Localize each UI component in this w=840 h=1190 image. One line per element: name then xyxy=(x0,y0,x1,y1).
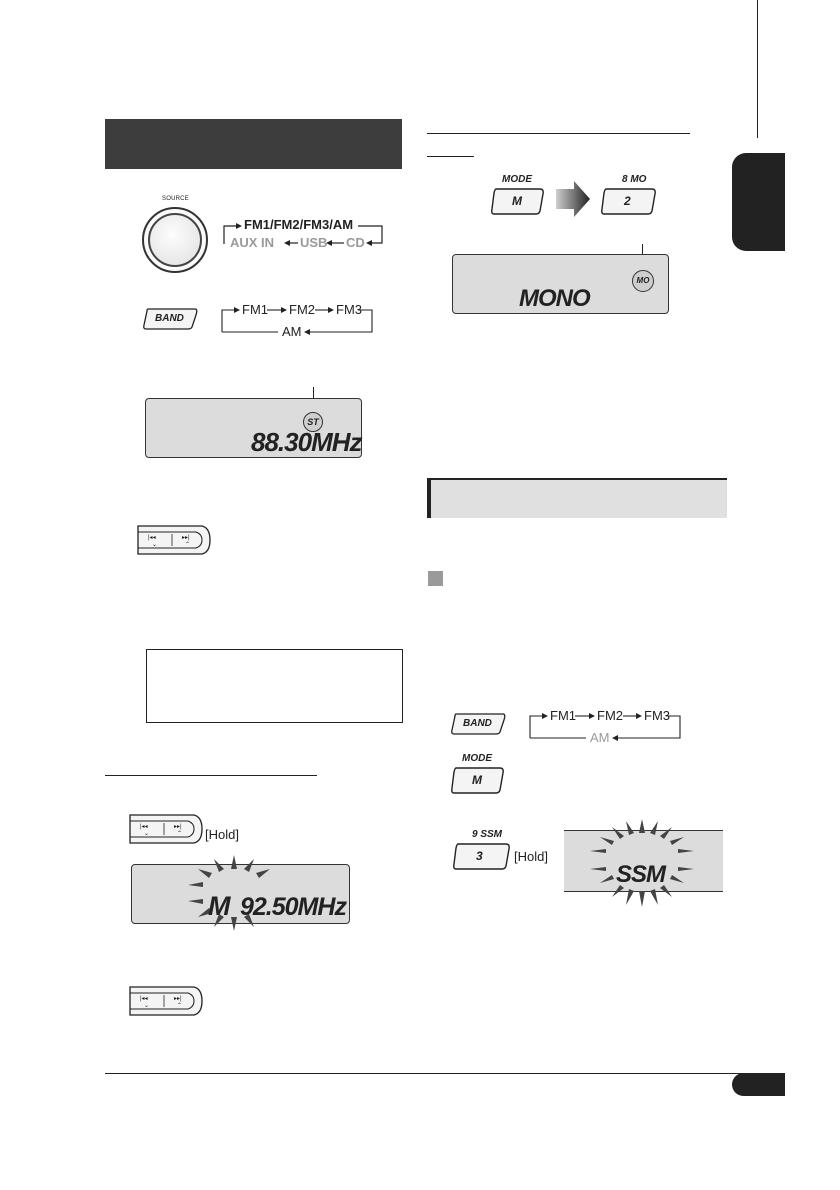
band-flow-diagram xyxy=(220,300,380,340)
band-button-2[interactable] xyxy=(451,712,506,736)
ssm-hold-label: [Hold] xyxy=(514,849,548,864)
mode-button-2[interactable] xyxy=(450,753,506,795)
seek-button[interactable] xyxy=(136,522,214,558)
source-flow-diagram xyxy=(220,214,390,254)
preset-2-caption: 8 MO xyxy=(622,174,647,185)
mode-key-2-label: M xyxy=(472,773,482,787)
mo-indicator: MO xyxy=(632,270,654,292)
footer-rule xyxy=(105,1073,785,1074)
arrow-right-icon xyxy=(556,181,592,217)
band-fm1: FM1 xyxy=(242,302,268,317)
mode-button[interactable] xyxy=(490,174,546,216)
right-subheading-rule-2 xyxy=(427,156,474,157)
band-fm2: FM2 xyxy=(289,302,315,317)
mono-readout: MONO xyxy=(519,285,590,312)
mode-caption-2: MODE xyxy=(462,753,492,764)
source-flow-row1: FM1/FM2/FM3/AM xyxy=(244,217,354,232)
svg-text:▸▸|: ▸▸| xyxy=(174,996,182,1002)
subheading-rule xyxy=(105,775,317,776)
seek-button-hold-shape xyxy=(128,811,206,847)
manual-tuning-display xyxy=(131,864,350,924)
mono-display xyxy=(452,254,669,314)
band2-fm1: FM1 xyxy=(550,708,576,723)
svg-text:⌃: ⌃ xyxy=(185,542,191,548)
band-button-label: BAND xyxy=(155,313,184,324)
seek-button-hold[interactable] xyxy=(128,811,206,847)
svg-text:▸▸|: ▸▸| xyxy=(174,824,182,830)
seek-button-2[interactable] xyxy=(128,983,206,1019)
preset-3-key-label: 3 xyxy=(476,849,483,863)
section-heading-bar-2 xyxy=(427,478,727,518)
band-flow-diagram-2 xyxy=(528,706,688,746)
band-fm3: FM3 xyxy=(336,302,362,317)
st-indicator: ST xyxy=(303,412,323,432)
source-cd: CD xyxy=(346,235,365,250)
svg-text:|◂◂: |◂◂ xyxy=(140,824,148,830)
preset-2-button[interactable] xyxy=(600,174,656,216)
mode-caption: MODE xyxy=(502,174,532,185)
tuner-display xyxy=(145,398,362,458)
seek-button-shape xyxy=(136,522,214,558)
svg-text:⌃: ⌃ xyxy=(177,1003,183,1009)
note-box xyxy=(146,649,403,723)
svg-text:⌄: ⌄ xyxy=(144,831,150,837)
svg-text:⌃: ⌃ xyxy=(177,831,183,837)
preset-3-caption: 9 SSM xyxy=(472,829,503,840)
source-knob[interactable] xyxy=(139,196,209,271)
step-bullet xyxy=(428,571,443,586)
source-knob-face xyxy=(148,213,202,267)
language-tab xyxy=(732,153,785,251)
band-am: AM xyxy=(282,324,302,339)
band2-fm2: FM2 xyxy=(597,708,623,723)
band-button-2-label: BAND xyxy=(463,718,492,729)
svg-text:⌄: ⌄ xyxy=(144,1003,150,1009)
band2-am: AM xyxy=(590,730,610,745)
ssm-display xyxy=(564,830,723,892)
source-usb: USB xyxy=(300,235,328,250)
hold-label: [Hold] xyxy=(205,827,239,842)
svg-text:|◂◂: |◂◂ xyxy=(148,535,156,541)
ssm-readout: SSM xyxy=(616,861,666,888)
manual-indicator: M xyxy=(208,891,230,921)
preset-3-button[interactable] xyxy=(452,829,510,871)
section-heading-bar xyxy=(105,119,402,169)
band2-fm3: FM3 xyxy=(644,708,670,723)
source-knob-label: SOURCE xyxy=(162,196,189,202)
mode-key-label: M xyxy=(512,194,522,208)
frequency-readout-2: 92.50MHz xyxy=(240,893,346,921)
right-subheading-rule-1 xyxy=(427,133,690,134)
margin-rule xyxy=(757,0,758,138)
source-aux-in: AUX IN xyxy=(230,235,275,250)
preset-2-key-label: 2 xyxy=(624,194,631,208)
svg-text:▸▸|: ▸▸| xyxy=(182,535,190,541)
band-button[interactable] xyxy=(143,307,198,331)
svg-text:|◂◂: |◂◂ xyxy=(140,996,148,1002)
page-number-tab xyxy=(732,1073,785,1096)
frequency-readout: 88.30MHz xyxy=(251,427,362,457)
svg-text:⌄: ⌄ xyxy=(152,542,158,548)
seek-button-2-shape xyxy=(128,983,206,1019)
